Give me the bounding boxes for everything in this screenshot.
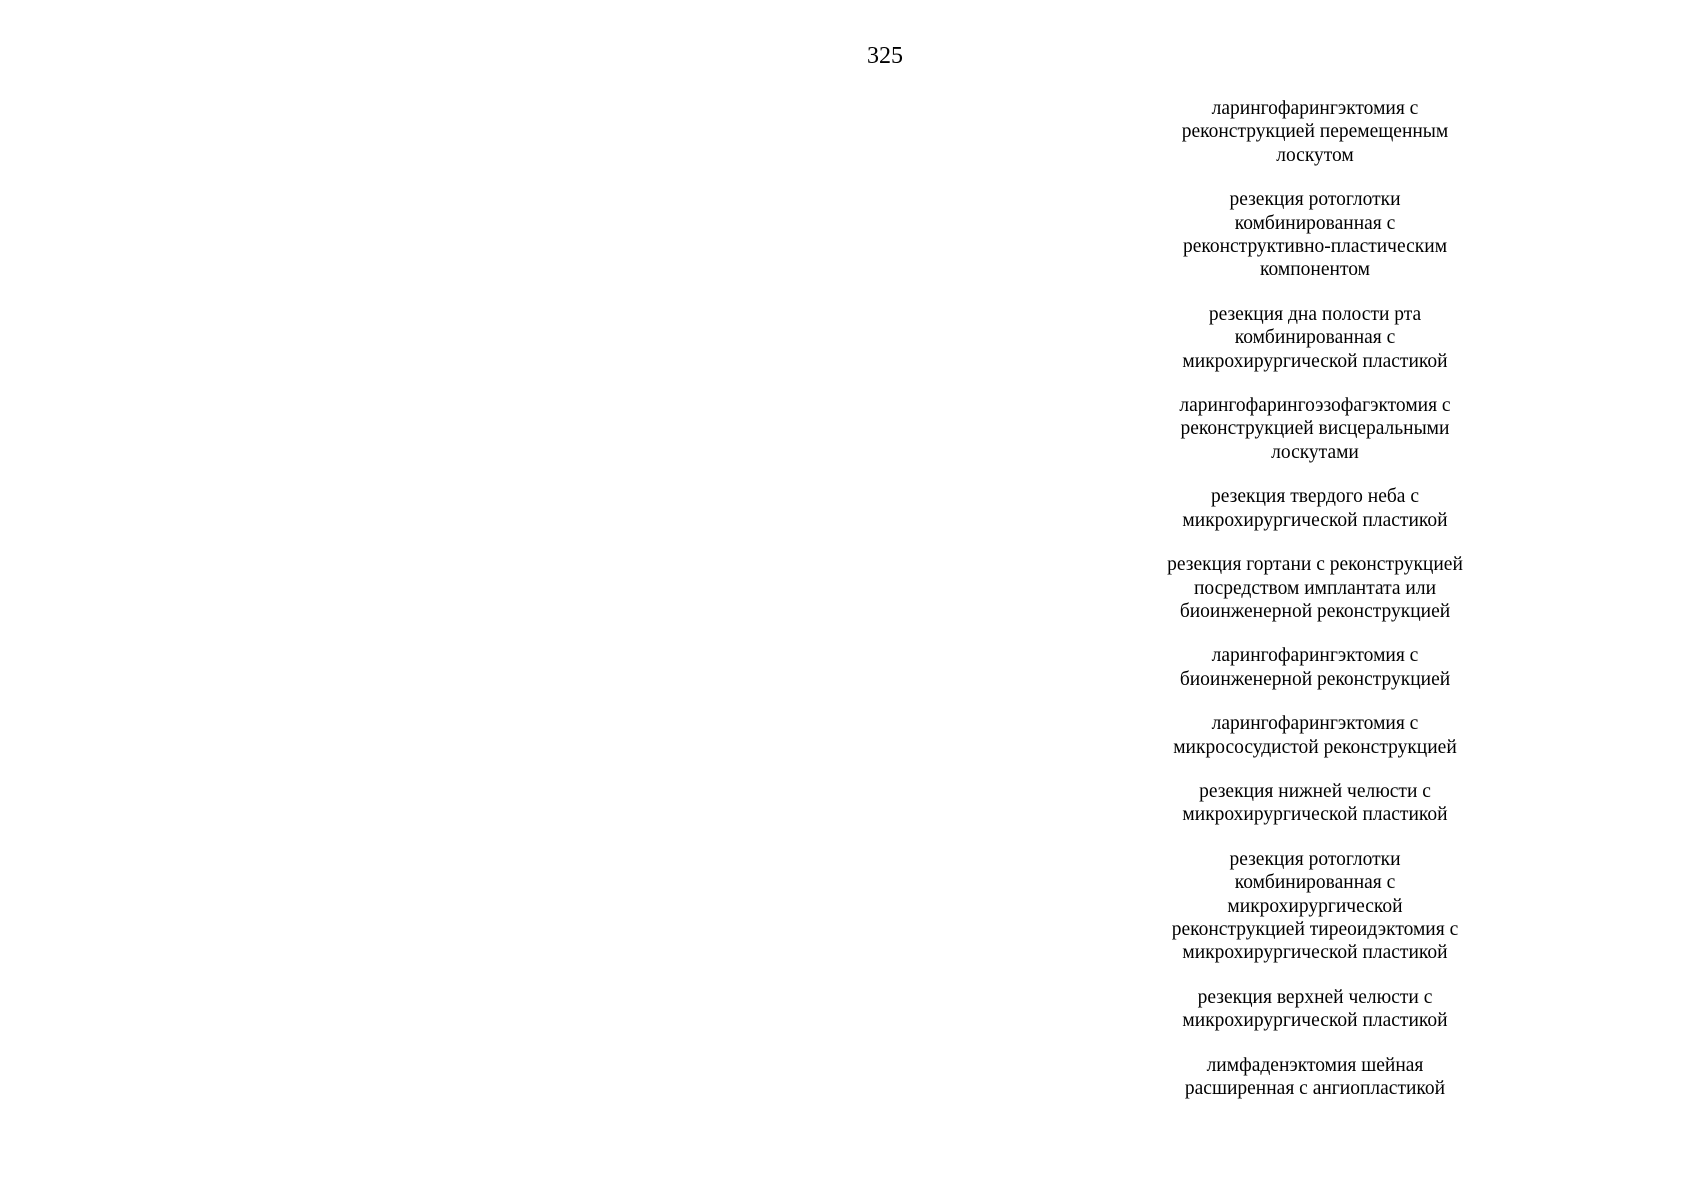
procedure-line: микрохирургической пластикой xyxy=(1182,1010,1448,1032)
procedure-line: расширенная с ангиопластикой xyxy=(1184,1078,1446,1099)
procedure-line: реконструкцией тиреоидэктомия с xyxy=(1171,918,1459,940)
procedure-line: микрохирургической пластикой xyxy=(1182,804,1448,826)
procedure-line: реконструктивно-пластическим xyxy=(1182,236,1448,258)
procedure-line: резекция гортани с реконструкцией xyxy=(1167,554,1463,576)
procedure-line: резекция ротоглотки xyxy=(1229,848,1401,870)
procedure-line: резекция нижней челюсти с xyxy=(1199,780,1431,802)
procedure-item xyxy=(1150,485,1480,532)
procedure-line: компонентом xyxy=(1260,259,1370,281)
procedure-line: посредством имплантата или xyxy=(1193,577,1437,599)
procedure-item xyxy=(1150,97,1480,167)
procedure-item xyxy=(1150,780,1480,827)
procedure-line: комбинированная с xyxy=(1234,212,1396,234)
procedure-item xyxy=(1150,986,1480,1033)
procedure-list xyxy=(1150,97,1480,1121)
procedure-line: микрохирургической пластикой xyxy=(1182,350,1448,372)
procedure-line: резекция верхней челюсти с xyxy=(1197,986,1433,1008)
procedure-line: биоинженерной реконструкцией xyxy=(1179,600,1451,622)
procedure-line: микрохирургической пластикой xyxy=(1182,509,1448,531)
procedure-line: лимфаденэктомия шейная xyxy=(1206,1054,1424,1076)
procedure-line: комбинированная с xyxy=(1234,327,1396,349)
procedure-line: резекция ротоглотки xyxy=(1229,189,1401,211)
page-number: 325 xyxy=(867,43,903,69)
procedure-item xyxy=(1150,394,1480,464)
procedure-line: лоскутом xyxy=(1276,144,1354,166)
procedure-line: ларингофарингэктомия с xyxy=(1211,713,1419,735)
procedure-line: микрохирургической xyxy=(1227,895,1403,917)
procedure-line: ларингофарингэктомия с xyxy=(1211,98,1419,119)
procedure-line: резекция дна полости рта xyxy=(1208,303,1422,325)
procedure-line: реконструкцией перемещенным xyxy=(1181,121,1449,143)
procedure-line: биоинженерной реконструкцией xyxy=(1179,668,1451,690)
procedure-line: ларингофарингэктомия с xyxy=(1211,645,1419,667)
procedure-line: микрохирургической пластикой xyxy=(1182,942,1448,964)
procedure-item xyxy=(1150,848,1480,965)
procedure-line: реконструкцией висцеральными xyxy=(1180,418,1450,440)
procedure-item xyxy=(1150,644,1480,691)
procedure-item xyxy=(1150,712,1480,759)
procedure-line: микрососудистой реконструкцией xyxy=(1173,736,1457,758)
procedure-line: ларингофарингоэзофагэктомия с xyxy=(1179,395,1451,417)
procedure-item xyxy=(1150,553,1480,623)
procedure-item xyxy=(1150,1054,1480,1101)
procedure-line: комбинированная с xyxy=(1234,872,1396,894)
procedure-item xyxy=(1150,303,1480,373)
procedure-line: лоскутами xyxy=(1271,441,1359,463)
procedure-item xyxy=(1150,188,1480,282)
procedure-line: резекция твердого неба с xyxy=(1211,486,1419,508)
